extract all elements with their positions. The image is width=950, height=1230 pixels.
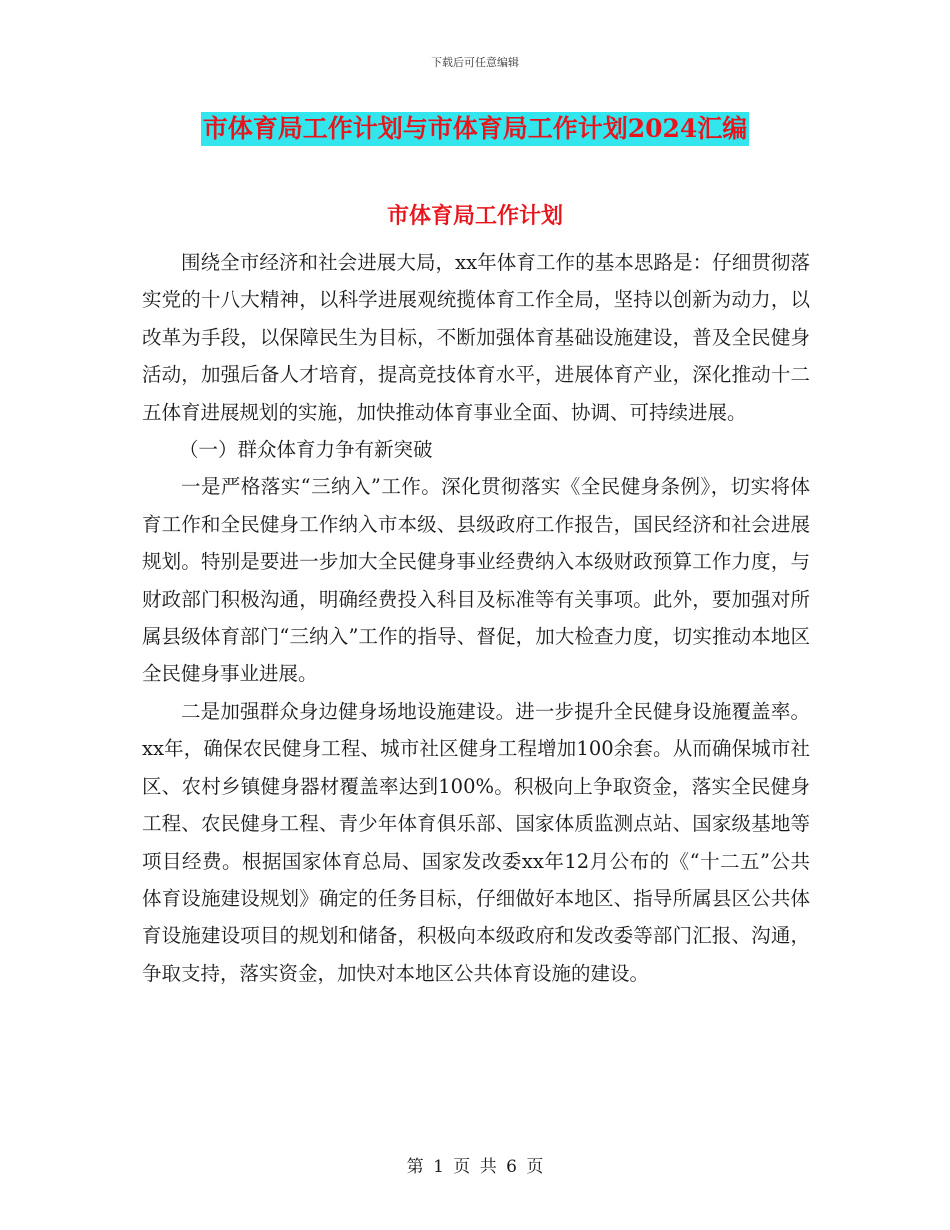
- page-number-footer: 第 1 页 共 6 页: [406, 1157, 544, 1177]
- document-body: [142, 244, 810, 992]
- section-title: 市体育局工作计划: [386, 203, 563, 229]
- document-title-container: [0, 112, 950, 146]
- paragraph-intro: 围绕全市经济和社会进展大局，xx年体育工作的基本思路是：仔细贯彻落实党的十八大精神，以科学进展观统揽体育工作全局，坚持以创新为动力，以改革为手段，以保障民生为目标，不断加强体育基础设施建设，普及全民健身活动，加强后备人才培育，提高竞技体育水平，进展体育产业，深化推动十二五体育进展规划的实施，加快推动体育事业全面、协调、可持续进展。: [142, 251, 810, 424]
- document-title: 市体育局工作计划与市体育局工作计划2024汇编: [201, 112, 750, 146]
- paragraph-point-one: 一是严格落实“三纳入”工作。深化贯彻落实《全民健身条例》，切实将体育工作和全民健身工作纳入市本级、县级政府工作报告，国民经济和社会进展规划。特别是要进一步加大全民健身事业经费纳入本级财政预算工作力度，与财政部门积极沟通，明确经费投入科目及标准等有关事项。此外，要加强对所属县级体育部门“三纳入”工作的指导、督促，加大检查力度，切实推动本地区全民健身事业进展。: [142, 475, 810, 686]
- paragraph-point-two: 二是加强群众身边健身场地设施建设。进一步提升全民健身设施覆盖率。xx年，确保农民健身工程、城市社区健身工程增加100余套。从而确保城市社区、农村乡镇健身器材覆盖率达到100%。积极向上争取资金，落实全民健身工程、农民健身工程、青少年体育俱乐部、国家体质监测点站、国家级基地等项目经费。根据国家体育总局、国家发改委xx年12月公布的《“十二五”公共体育设施建设规划》确定的任务目标，仔细做好本地区、指导所属县区公共体育设施建设项目的规划和储备，积极向本级政府和发改委等部门汇报、沟通，争取支持，落实资金，加快对本地区公共体育设施的建设。: [142, 699, 810, 985]
- page-header-note: 下载后可任意编辑: [431, 56, 519, 69]
- subheading-mass-sports: （一）群众体育力争有新突破: [179, 438, 433, 462]
